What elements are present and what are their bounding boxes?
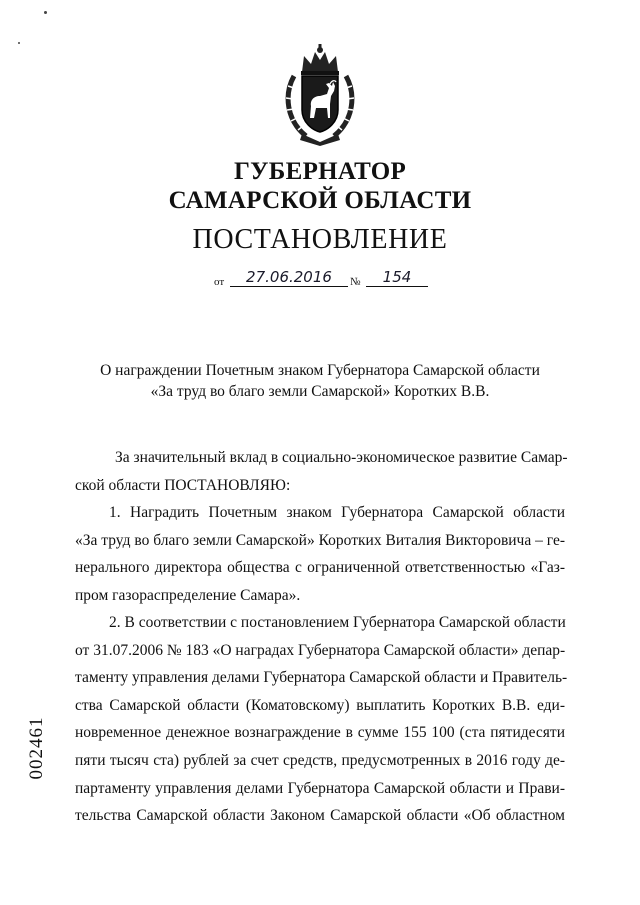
text-line: нерального директора общества с ограниченной ответственностью «Газ- bbox=[75, 559, 565, 577]
text-line: За значительный вклад в социально-экономическое развитие Самар- bbox=[115, 449, 568, 466]
paragraph-item-1 bbox=[75, 499, 565, 609]
subject-line: О награждении Почетным знаком Губернатора Самарской области bbox=[100, 362, 540, 379]
text-line: пром газораспределение Самара». bbox=[75, 586, 301, 604]
text-line: ства Самарской области (Коматовскому) выплатить Коротких В.В. еди- bbox=[75, 696, 565, 714]
text-line: «За труд во благо земли Самарской» Коротких Виталия Викторовича – ге- bbox=[75, 531, 565, 549]
org-title-line2: САМАРСКОЙ ОБЛАСТИ bbox=[168, 187, 472, 214]
text-line: от 31.07.2006 № 183 «О наградах Губернатора Самарской области» депар- bbox=[75, 641, 566, 659]
text-line: новременное денежное вознаграждение в сумме 155 100 (ста пятидесяти bbox=[75, 724, 565, 742]
text-line: 2. В соответствии с постановлением Губернатора Самарской области bbox=[109, 614, 566, 631]
text-line: таменту управления делами Губернатора Самарской области и Правитель- bbox=[75, 669, 568, 687]
coat-of-arms-emblem bbox=[280, 42, 360, 146]
scan-speck bbox=[44, 11, 47, 14]
text-line: партаменту управления делами Губернатора Самарской области и Прави- bbox=[75, 779, 565, 797]
text-line: 1. Наградить Почетным знаком Губернатора Самарской области bbox=[109, 504, 565, 521]
paragraph-item-2 bbox=[75, 609, 568, 830]
date-label: от bbox=[214, 276, 225, 288]
org-title-line1: ГУБЕРНАТОР bbox=[233, 158, 407, 185]
scan-speck bbox=[18, 42, 20, 44]
text-line: тельства Самарской области Законом Самарской области «Об областном bbox=[75, 807, 565, 825]
paragraph-preamble bbox=[75, 444, 568, 499]
text-line: пяти тысяч ста) рублей за счет средств, предусмотренных в 2016 году де- bbox=[75, 751, 565, 769]
document-type-title: ПОСТАНОВЛЕНИЕ bbox=[192, 224, 448, 255]
registration-code-text: 002461 bbox=[26, 716, 47, 780]
number-label: № bbox=[350, 276, 361, 288]
text-line: ской области ПОСТАНОВЛЯЮ: bbox=[75, 476, 291, 494]
date-value: 27.06.2016 bbox=[230, 268, 348, 287]
subject-line: «За труд во благо земли Самарской» Коротких В.В. bbox=[150, 383, 490, 400]
margin-registration-code bbox=[22, 688, 52, 808]
document-subject bbox=[60, 360, 580, 402]
document-number: 154 bbox=[366, 268, 428, 287]
